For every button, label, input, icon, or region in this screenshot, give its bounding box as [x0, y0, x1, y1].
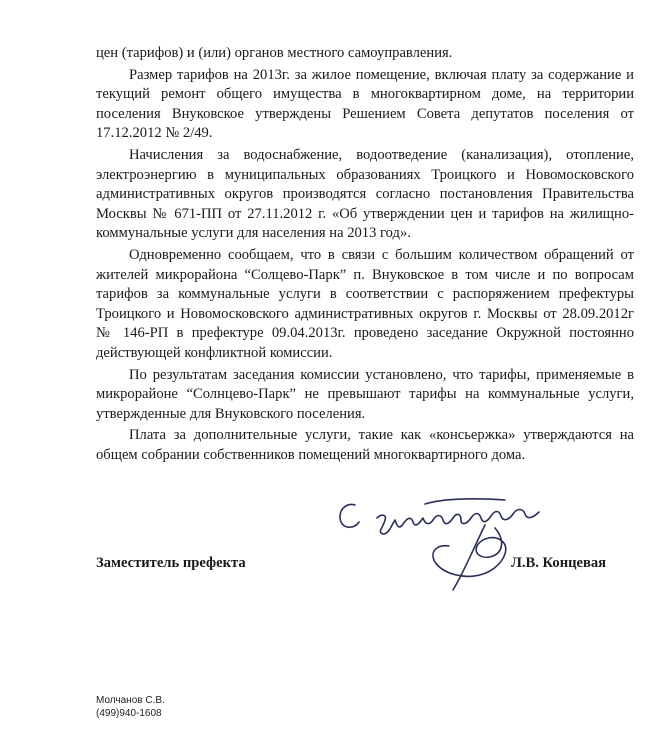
- paragraph-1: цен (тарифов) и (или) органов местного самоуправления.: [96, 45, 453, 61]
- footer: [96, 695, 165, 720]
- paragraph-3: Начисления за водоснабжение, водоотведение (канализация), отопление, электроэнергию в муниципальных образованиях Троицкого и Новомосковского административных округов производятся согласно постановления Правительства Москвы № 671-ПП от 27.11.2012 г. «Об утверждении цен и тарифов на жилищно-коммунальные услуги для населения на 2013 год».: [96, 146, 634, 242]
- paragraph-4: Одновременно сообщаем, что в связи с большим количеством обращений от жителей микрорайона “Солцево-Парк” п. Внуковское в том числе и по вопросам тарифов за коммунальные услуги в соответствии с распоряжением префектуры Троицкого и Новомосковского административных округов г. Москвы от 28.09.2012г № 146-РП в префектуре 09.04.2013г. проведено заседание Окружной постоянно действующей конфликтной комиссии.: [96, 246, 634, 361]
- footer-author: Молчанов С.В.: [96, 695, 165, 706]
- letter-body: [96, 44, 634, 467]
- paragraph-5: По результатам заседания комиссии установлено, что тарифы, применяемые в микрорайоне “Солнцево-Парк” не превышают тарифы на коммунальные услуги, утвержденные для Внуковского поселения.: [96, 366, 634, 422]
- paragraph-6: Плата за дополнительные услуги, такие как «консьержка» утверждаются на общем собрании собственников помещений многоквартирного дома.: [96, 427, 634, 463]
- paragraph-2: Размер тарифов на 2013г. за жилое помещение, включая плату за содержание и текущий ремонт общего имущества в многоквартирном доме, на территории поселения Внуковское утверждены Решением Совета депутатов поселения от 17.12.2012 № 2/49.: [96, 66, 634, 142]
- signatory-title: Заместитель префекта: [96, 555, 246, 571]
- signatory-name: Л.В. Концевая: [511, 555, 607, 571]
- handwritten-signature: [325, 490, 585, 605]
- footer-phone: (499)940-1608: [96, 707, 162, 719]
